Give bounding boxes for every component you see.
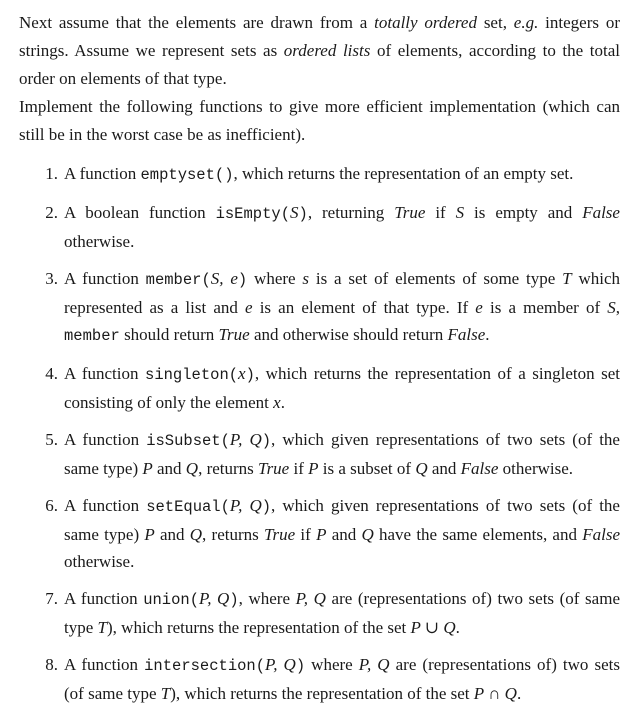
code: emptyset() [140,166,234,184]
intro-paragraph-1 [19,9,620,93]
code: isEmpty( [215,205,290,223]
code: setEqual( [146,498,230,516]
code: singleton( [145,366,239,384]
item-number: 6. [45,496,58,515]
list-item-3 [19,265,620,350]
emphasis: e.g. [513,13,539,32]
intro-paragraph-2: Implement the following functions to give more efficient implementation (which can still be in the worst case be as inefficient). [19,97,620,144]
list-item-4 [19,360,620,416]
code: intersection( [144,657,266,675]
item-text: A function emptyset(), which returns the representation of an empty set. [64,164,574,184]
list-item-5 [19,426,620,482]
code: member( [145,271,211,289]
item-number: 2. [45,203,58,222]
code: union( [143,591,199,609]
item-text: A function union(P, Q), where P, Q are (representations of) two sets (of same type T), which returns the representation of the set P ∪ Q. [64,589,620,637]
item-number: 5. [45,430,58,449]
item-number: 7. [45,589,58,608]
list-item-7 [19,585,620,641]
list-item-8 [19,651,620,707]
item-number: 4. [45,364,58,383]
text: integers or strings. Assume we represent sets as [19,13,620,60]
item-text: A boolean function isEmpty(S), returning True if S is empty and False otherwise. [64,203,620,251]
text: set, [476,13,514,32]
item-number: 3. [45,269,58,288]
list-item-1 [19,160,620,189]
item-number: 8. [45,655,58,674]
text: of elements, according to the total order on elements of that type. [19,41,620,88]
emphasis: totally ordered [374,13,477,32]
list-item-6 [19,492,620,575]
function-list [19,160,620,707]
text: Next assume that the elements are drawn from a [19,13,375,32]
item-number: 1. [45,164,58,183]
list-item-2 [19,199,620,255]
item-text: A function intersection(P, Q) where P, Q are (representations of) two sets (of same type T), which returns the representation of the set P ∩ Q. [64,655,620,703]
emphasis: ordered lists [283,41,371,60]
item-text: A function setEqual(P, Q), which given representations of two sets (of the same type) P and Q, returns True if P and Q have the same elements, and False otherwise. [64,496,620,571]
code: isSubset( [146,432,230,450]
item-text: A function member(S, e) where s is a set of elements of some type T which represented as a list and e is an element of that type. If e is a member of S, member should return True and otherwise should return False. [64,269,620,345]
item-text: A function isSubset(P, Q), which given representations of two sets (of the same type) P and Q, returns True if P is a subset of Q and False otherwise. [64,430,620,478]
item-text: A function singleton(x), which returns the representation of a singleton set consisting of only the element x. [64,364,620,412]
